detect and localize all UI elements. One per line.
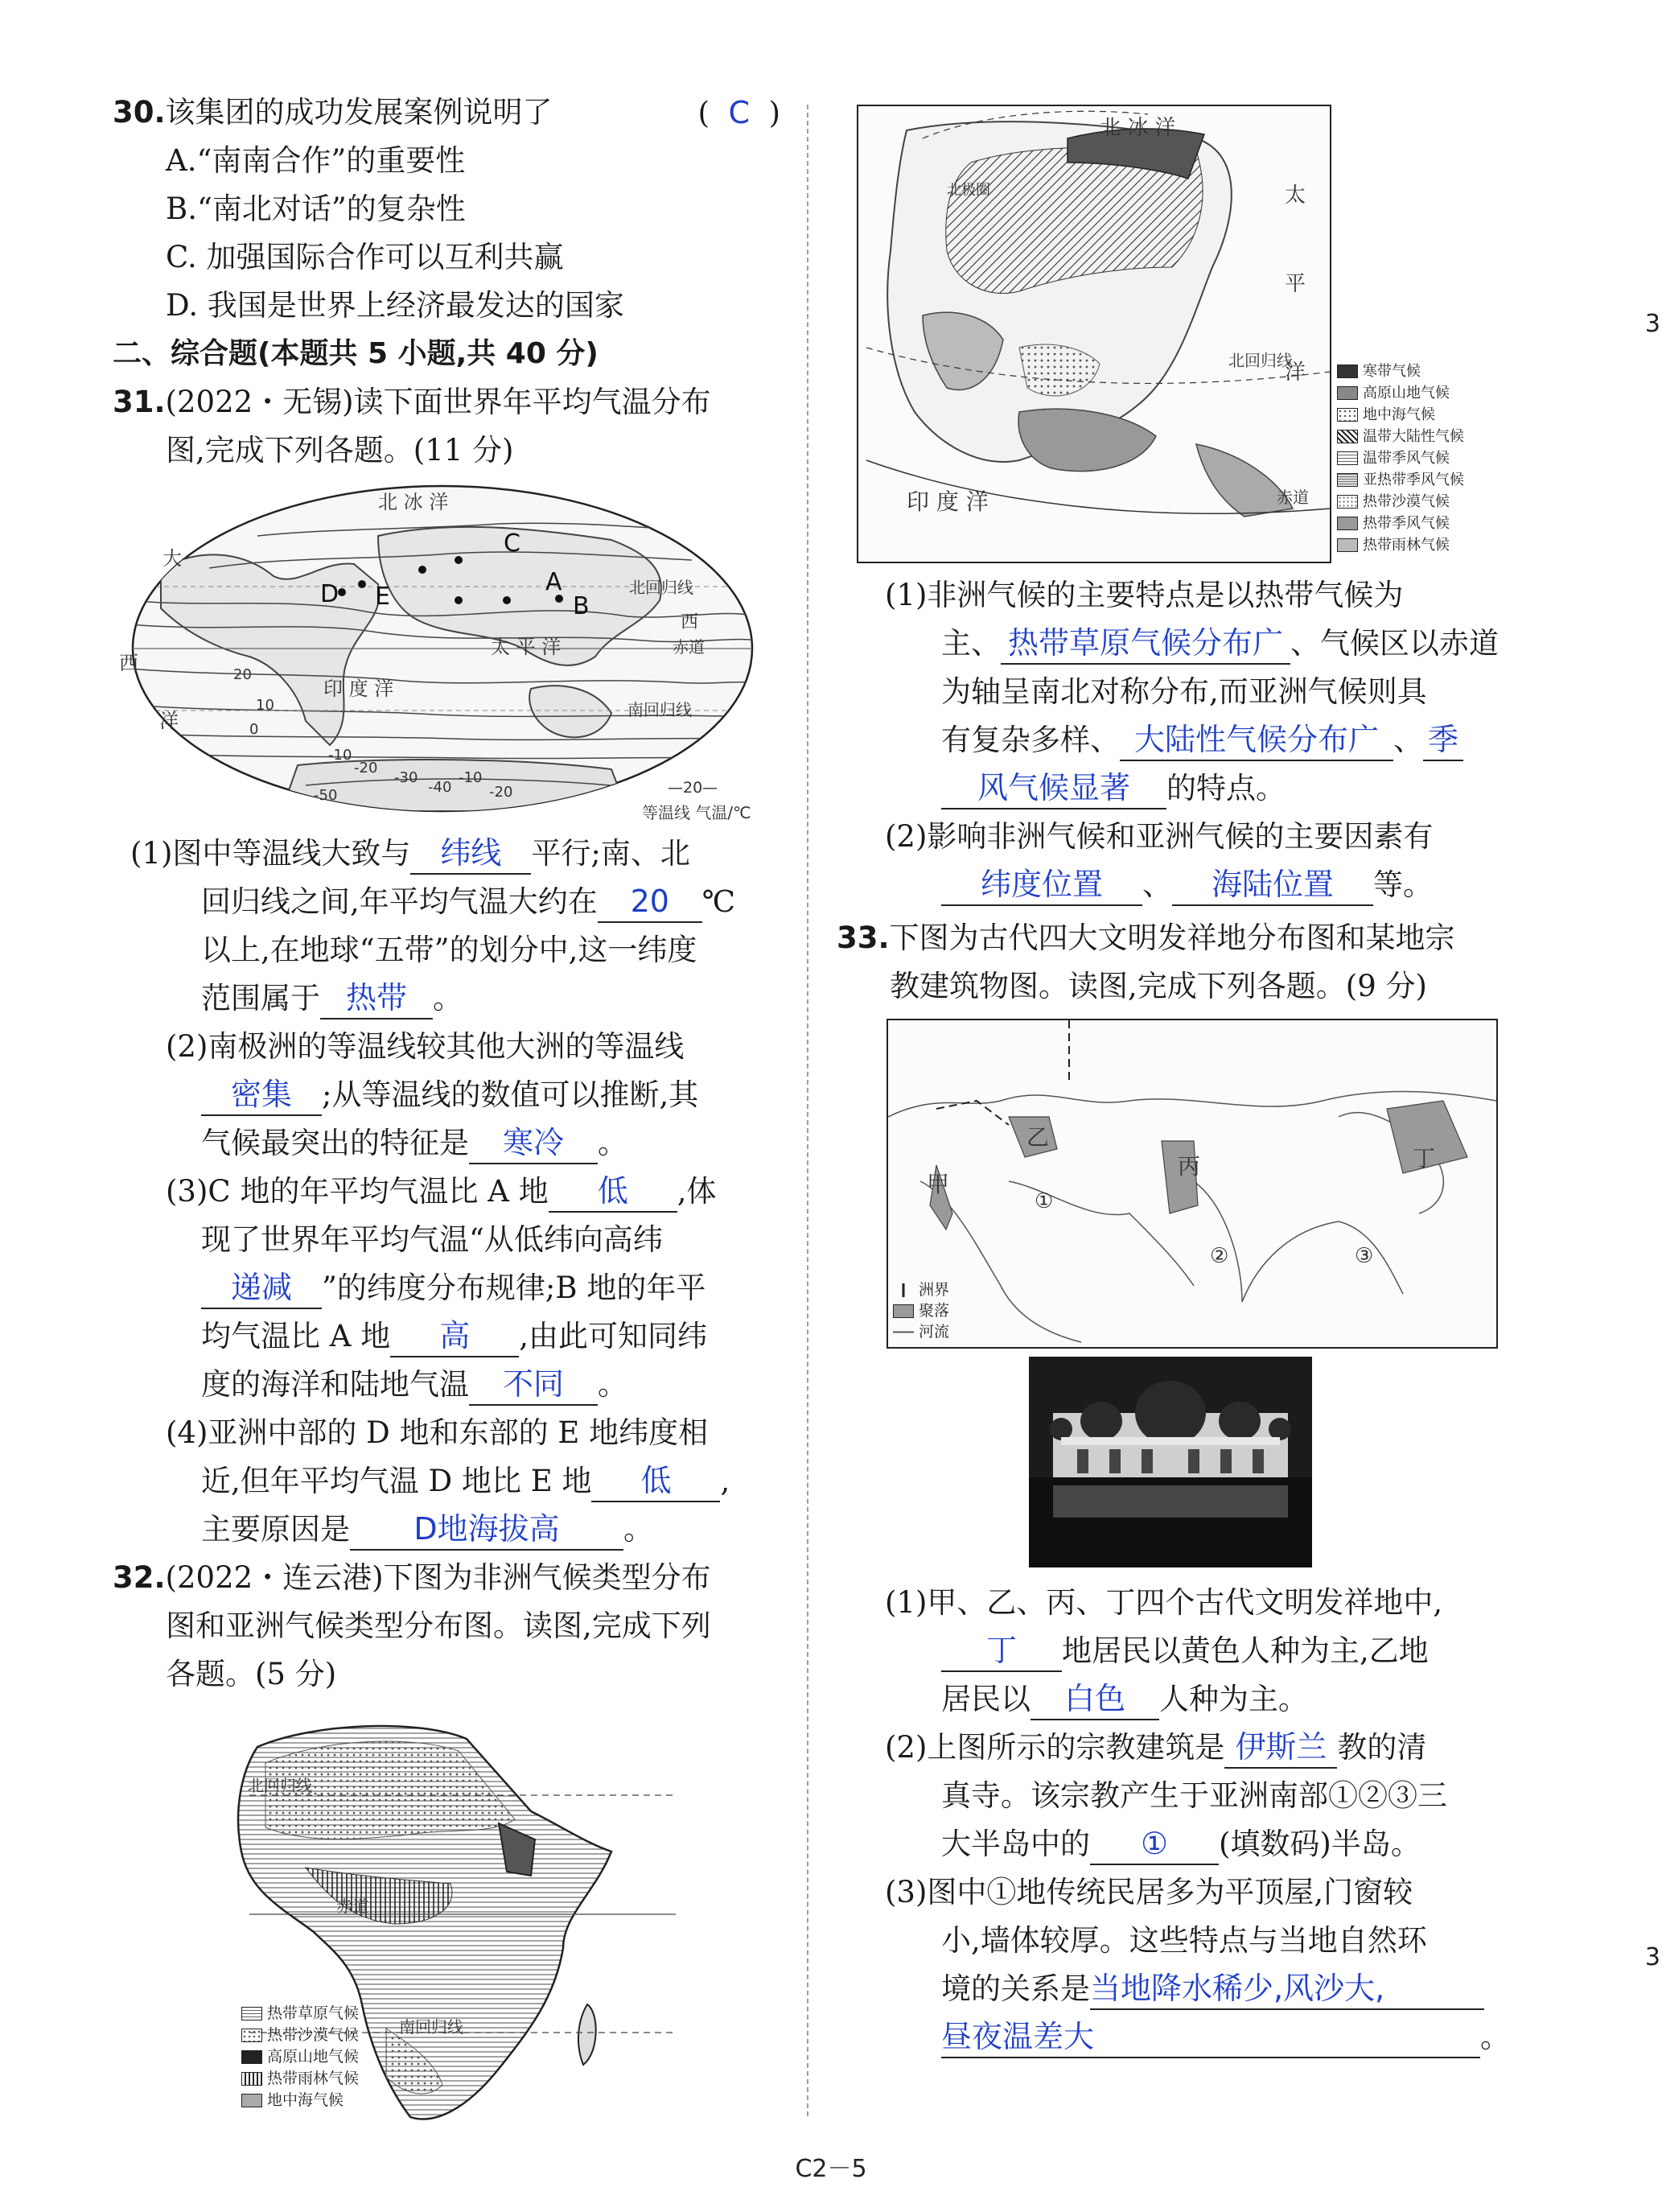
legend-item: 聚落 (893, 1300, 949, 1321)
answer: 季 (1427, 722, 1458, 757)
legend-item: 温带季风气候 (1337, 447, 1464, 469)
isotherm-value: 10 (256, 697, 274, 714)
map-point-b: B (573, 592, 590, 620)
q33-stem: 33.下图为古代四大文明发祥地分布图和某地宗 (837, 921, 1455, 955)
answer: D地海拔高 (413, 1511, 560, 1547)
q31-part2-line3: 气候最突出的特征是 寒冷 。 (113, 1119, 780, 1168)
map-label: 赤道 (1277, 488, 1309, 507)
question-number: 32. (113, 1560, 166, 1595)
answer: 昼夜温差大 (941, 2019, 1095, 2054)
q31-part3-line3: 递减 ”的纬度分布规律;B 地的年平 (113, 1264, 780, 1312)
peninsula-2: ② (1210, 1244, 1229, 1268)
isotherm-legend-text: 等温线 气温/℃ (642, 803, 751, 822)
q32-part1-line1: (1)非洲气候的主要特点是以热带气候为 (885, 578, 1404, 612)
answer: 递减 (230, 1270, 292, 1305)
q30-answer-paren: ( C ) (697, 95, 780, 130)
asia-legend (1337, 360, 1464, 556)
legend-item: 温带大陆性气候 (1337, 426, 1464, 447)
legend-item: 寒带气候 (1337, 360, 1464, 382)
answer: 白色 (1063, 1681, 1125, 1716)
africa-legend (241, 2003, 359, 2111)
africa-climate-map (113, 1707, 780, 2141)
isotherm-value: -30 (394, 769, 418, 786)
map-label: 太 平 洋 (491, 636, 562, 658)
map-label: 南回归线 (627, 700, 692, 719)
q30-option-d: D. 我国是世界上经济最发达的国家 (166, 288, 624, 323)
q32-part2-line1: (2)影响非洲气候和亚洲气候的主要因素有 (885, 819, 1434, 854)
map-point-a: A (545, 568, 562, 596)
legend-item: 亚热带季风气候 (1337, 469, 1464, 491)
map-label: 南回归线 (399, 2017, 463, 2037)
map-label: 洋 (1285, 360, 1306, 385)
q31-part4-line1: (4)亚洲中部的 D 地和东部的 E 地纬度相 (166, 1415, 709, 1450)
civilization-map-svg (888, 1020, 1496, 1347)
map-point-d: D (320, 580, 339, 608)
answer: 热带 (345, 980, 407, 1015)
q31-part2-line1: (2)南极洲的等温线较其他大洲的等温线 (166, 1029, 685, 1064)
answer: 寒冷 (502, 1125, 564, 1160)
isotherm-value: 20 (233, 666, 252, 683)
map-label: 赤道 (673, 637, 705, 657)
answer: 热带草原气候分布广 (1007, 625, 1283, 661)
legend-item: 洲界 (893, 1279, 949, 1300)
answer: 密集 (230, 1077, 292, 1112)
edge-mark: 3 (1644, 310, 1660, 338)
q32-part1-line5: 风气候显著 的特点。 (837, 764, 1504, 813)
civilization-map-frame (887, 1019, 1498, 1349)
mosque-photo (1029, 1357, 1312, 1567)
legend-item: 地中海气候 (1337, 404, 1464, 426)
q31-part3-line2: 现了世界年平均气温“从低纬向高纬 (201, 1222, 663, 1257)
map-label: 平 (1285, 272, 1306, 296)
map-point-c: C (504, 529, 520, 558)
legend-item: 热带雨林气候 (1337, 534, 1464, 556)
civilization-jia: 甲 (927, 1171, 950, 1197)
section-title: 二、综合题(本题共 5 小题,共 40 分) (113, 337, 599, 370)
answer: 高 (439, 1318, 471, 1353)
q31-stem: 31.(2022・无锡)读下面世界年平均气温分布 (113, 385, 711, 419)
isotherm-value: -20 (489, 784, 513, 801)
q31-part1-line1: (1)图中等温线大致与 纬线 平行;南、北 (113, 830, 780, 878)
answer: 丁 (985, 1633, 1017, 1668)
question-number: 33. (837, 921, 890, 955)
answer: 纬度位置 (980, 867, 1103, 902)
legend-item: 河流 (893, 1321, 949, 1342)
africa-climate-map-svg (113, 1707, 780, 2141)
map-label: 西 (119, 652, 138, 674)
q33-part3-line2: 小,墙体较厚。这些特点与当地自然环 (941, 1923, 1427, 1958)
answer: 风气候显著 (977, 770, 1130, 805)
isotherm-value: 0 (249, 721, 259, 738)
q31-part4-line2: 近,但年平均气温 D 地比 E 地 低 , (113, 1457, 780, 1506)
answer: 海陆位置 (1211, 867, 1334, 902)
answer: 大陆性气候分布广 (1133, 722, 1379, 757)
legend-item: 高原山地气候 (241, 2046, 359, 2068)
map-label: 北回归线 (248, 1776, 312, 1795)
page-footer: C2－5 (795, 2155, 867, 2183)
column-divider (807, 105, 808, 2116)
q33-part3-line4: 昼夜温差大 。 (837, 2013, 1504, 2062)
civilization-bing: 丙 (1178, 1153, 1201, 1180)
answer: ① (1140, 1826, 1169, 1861)
map-label: 赤道 (336, 1897, 368, 1916)
q33-part2-line3: 大半岛中的 ① (填数码)半岛。 (837, 1820, 1504, 1868)
legend-item: 热带雨林气候 (241, 2068, 359, 2090)
map-label: 北回归线 (1228, 351, 1293, 370)
q32-stem-3: 各题。(5 分) (166, 1657, 337, 1691)
q31-part1-line3: 以上,在地球“五带”的划分中,这一纬度 (201, 933, 697, 967)
legend-item: 热带季风气候 (1337, 513, 1464, 534)
isotherm-value: -10 (328, 747, 352, 764)
left-column (113, 89, 780, 2141)
civilization-ding: 丁 (1413, 1145, 1436, 1172)
map-label: 印 度 洋 (323, 678, 394, 700)
q32-part1-line3: 为轴呈南北对称分布,而亚洲气候则具 (941, 674, 1427, 709)
q31-stem-2: 图,完成下列各题。(11 分) (166, 433, 514, 468)
isotherm-value: -50 (314, 787, 338, 804)
q32-part1-line4: 有复杂多样、 大陆性气候分布广 、 季 (837, 716, 1504, 764)
answer: 纬线 (440, 835, 502, 871)
map-label: 北 冰 洋 (1100, 116, 1176, 140)
map-label: 大 (162, 547, 182, 570)
q32-stem-2: 图和亚洲气候类型分布图。读图,完成下列 (166, 1609, 711, 1643)
isotherm-legend-symbol: —20— (668, 779, 718, 797)
q32-stem: 32.(2022・连云港)下图为非洲气候类型分布 (113, 1560, 711, 1595)
map-label: 西 (681, 612, 699, 632)
legend-item: 地中海气候 (241, 2090, 359, 2111)
legend-item: 热带沙漠气候 (1337, 491, 1464, 513)
legend-item: 热带草原气候 (241, 2003, 359, 2025)
edge-mark: 3 (1644, 1943, 1660, 1971)
q31-part3-line5: 度的海洋和陆地气温 不同 。 (113, 1361, 780, 1409)
q33-part3-line1: (3)图中①地传统民居多为平顶屋,门窗较 (885, 1875, 1413, 1909)
q31-part1-line4: 范围属于 热带 。 (113, 974, 780, 1023)
q32-part1-line2: 主、 热带草原气候分布广 、气候区以赤道 (837, 620, 1504, 668)
isotherm-value: -40 (428, 779, 452, 796)
q32-part2-line2: 纬度位置 、 海陆位置 等。 (837, 861, 1504, 909)
map-label: 洋 (159, 710, 179, 732)
legend-item: 热带沙漠气候 (241, 2025, 359, 2046)
answer: 当地降水稀少,风沙大, (1090, 1971, 1385, 2006)
q33-part1-line3: 居民以 白色 人种为主。 (837, 1675, 1504, 1724)
q33-stem-2: 教建筑物图。读图,完成下列各题。(9 分) (890, 969, 1427, 1003)
map-label: 北回归线 (629, 578, 693, 597)
q30-option-b: B.“南北对话”的复杂性 (166, 192, 466, 226)
question-number: 31. (113, 385, 166, 419)
isotherm-value: -20 (354, 760, 378, 776)
answer: 低 (597, 1173, 628, 1209)
legend-item: 高原山地气候 (1337, 382, 1464, 404)
map-label: 北极圈 (947, 182, 990, 199)
map-label: 太 (1285, 183, 1306, 208)
peninsula-1: ① (1035, 1189, 1054, 1213)
q33-part2-line2: 真寺。该宗教产生于亚洲南部①②③三 (941, 1778, 1447, 1813)
q31-part2-line2: 密集 ;从等温线的数值可以推断,其 (113, 1071, 780, 1119)
q30-option-c: C. 加强国际合作可以互利共赢 (166, 240, 564, 274)
peninsula-3: ③ (1355, 1244, 1374, 1268)
q33-part3-line3: 境的关系是当地降水稀少,风沙大, (837, 1965, 1504, 2013)
q31-part3-line1: (3)C 地的年平均气温比 A 地 低 ,体 (113, 1168, 780, 1216)
right-column (837, 105, 1510, 2062)
asia-climate-map (837, 105, 1504, 563)
answer: 低 (640, 1463, 672, 1498)
world-temperature-map (113, 480, 780, 822)
map-label: 印 度 洋 (907, 488, 989, 515)
civilization-yi: 乙 (1026, 1124, 1050, 1151)
answer: 20 (630, 884, 669, 919)
q31-part3-line4: 均气温比 A 地 高 ,由此可知同纬 (113, 1312, 780, 1361)
isotherm-value: -10 (459, 769, 483, 786)
q33-part1-line1: (1)甲、乙、丙、丁四个古代文明发祥地中, (885, 1585, 1443, 1620)
q33-part1-line2: 丁 地居民以黄色人种为主,乙地 (837, 1627, 1504, 1675)
answer: 不同 (502, 1366, 564, 1402)
asia-map-frame (857, 105, 1331, 563)
map-point-e: E (375, 583, 390, 611)
civilization-legend (893, 1279, 949, 1342)
map-label: 北 冰 洋 (378, 491, 449, 513)
ancient-civilization-map (837, 1019, 1504, 1357)
q31-part1-line2: 回归线之间,年平均气温大约在 20 ℃ (113, 878, 780, 926)
question-number: 30. (113, 95, 166, 130)
q30-stem: 30.该集团的成功发展案例说明了 ( C ) (113, 89, 780, 137)
q31-part4-line3: 主要原因是 D地海拔高 。 (113, 1506, 780, 1554)
mosque-illustration (1029, 1357, 1312, 1567)
q33-part2-line1: (2)上图所示的宗教建筑是 伊斯兰 教的清 (837, 1724, 1504, 1772)
q30-answer: C (728, 95, 751, 130)
answer: 伊斯兰 (1235, 1729, 1327, 1765)
q30-option-a: A.“南南合作”的重要性 (166, 143, 466, 178)
